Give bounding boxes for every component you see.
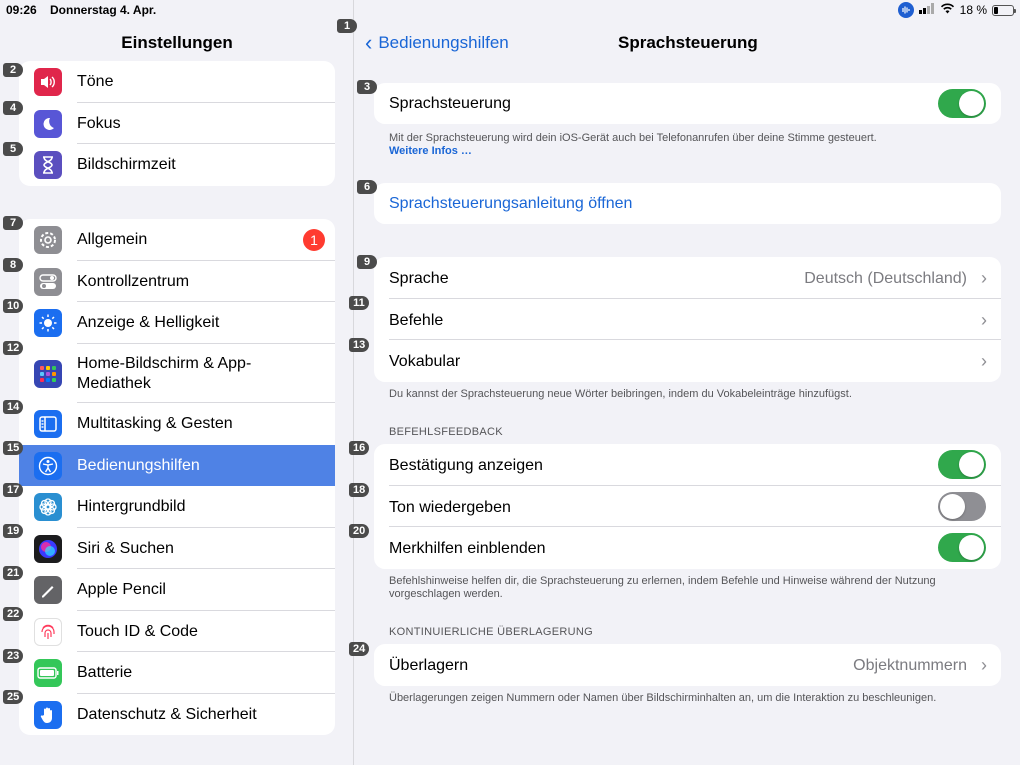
toggle-knob bbox=[959, 91, 984, 116]
chevron-right-icon: › bbox=[981, 655, 987, 675]
item-number-marker: 10 bbox=[3, 299, 23, 313]
item-number-marker: 9 bbox=[357, 255, 377, 269]
overlay-row[interactable] bbox=[374, 644, 1001, 686]
accessibility-icon bbox=[34, 452, 62, 480]
item-number-marker: 23 bbox=[3, 649, 23, 663]
sidebar-group-1 bbox=[19, 61, 335, 186]
chevron-right-icon: › bbox=[981, 351, 987, 371]
sidebar-item-label: Multitasking & Gesten bbox=[77, 415, 233, 432]
item-number-marker: 1 bbox=[337, 19, 357, 33]
battery-icon bbox=[34, 659, 62, 687]
feedback-card bbox=[374, 444, 1001, 569]
grid-icon bbox=[34, 360, 62, 388]
sidebar-item-label: Töne bbox=[77, 73, 114, 90]
item-number-marker: 18 bbox=[349, 483, 369, 497]
sidebar-item-label: Kontrollzentrum bbox=[77, 272, 190, 290]
item-number-marker: 5 bbox=[3, 142, 23, 156]
section-header-feedback: BEFEHLSFEEDBACK bbox=[389, 426, 503, 438]
sidebar-item-datenschutz[interactable] bbox=[19, 694, 335, 735]
flower-icon bbox=[34, 493, 62, 521]
sidebar-title: Einstellungen bbox=[121, 33, 233, 52]
sidebar-item-label: Siri & Suchen bbox=[77, 539, 174, 557]
item-number-marker: 15 bbox=[3, 441, 23, 455]
item-number-marker: 21 bbox=[3, 566, 23, 580]
sidebar-item-hintergrundbild[interactable] bbox=[19, 486, 335, 528]
sun-icon bbox=[34, 309, 62, 337]
item-number-marker: 17 bbox=[3, 483, 23, 497]
open-guide-link[interactable]: Sprachsteuerungsanleitung öffnen bbox=[389, 195, 633, 212]
battery-percentage: 18 % bbox=[959, 3, 987, 17]
toggle-knob bbox=[940, 494, 965, 519]
voice-control-label: Sprachsteuerung bbox=[389, 95, 511, 112]
chevron-right-icon: › bbox=[981, 310, 987, 330]
item-number-marker: 12 bbox=[3, 341, 23, 355]
hourglass-icon bbox=[34, 151, 62, 179]
page-title: Sprachsteuerung bbox=[618, 33, 758, 52]
back-button-label: Bedienungshilfen bbox=[378, 33, 509, 52]
sidebar-item-touch-id[interactable] bbox=[19, 611, 335, 652]
status-indicators bbox=[898, 2, 1014, 18]
sidebar-item-label: Datenschutz & Sicherheit bbox=[77, 705, 257, 723]
item-number-marker: 14 bbox=[3, 400, 23, 414]
guide-row[interactable] bbox=[374, 183, 1001, 224]
sidebar-item-label: Anzeige & Helligkeit bbox=[77, 314, 220, 331]
language-card bbox=[374, 257, 1001, 382]
back-button[interactable] bbox=[365, 30, 509, 55]
status-time: 09:26 bbox=[6, 3, 37, 17]
notification-badge: 1 bbox=[303, 229, 325, 251]
language-row[interactable] bbox=[374, 257, 1001, 299]
wifi-icon bbox=[940, 3, 955, 17]
sidebar-item-apple-pencil[interactable] bbox=[19, 569, 335, 611]
status-date: Donnerstag 4. Apr. bbox=[50, 3, 157, 17]
sidebar-item-label: Batterie bbox=[77, 664, 133, 681]
sidebar-item-siri[interactable] bbox=[19, 528, 335, 569]
item-number-marker: 22 bbox=[3, 607, 23, 621]
overlay-value: Objektnummern bbox=[853, 657, 967, 674]
hints-footnote: Befehlshinweise helfen dir, die Sprachsteuerung zu erlernen, indem Befehle und Hinweise während der Nutzung vorgeschlagen werden. bbox=[389, 575, 936, 600]
item-number-marker: 20 bbox=[349, 524, 369, 538]
language-label: Sprache bbox=[389, 270, 449, 287]
hints-label: Merkhilfen einblenden bbox=[389, 540, 546, 557]
item-number-marker: 16 bbox=[349, 441, 369, 455]
moon-icon bbox=[34, 110, 62, 138]
sidebar-item-allgemein[interactable] bbox=[19, 219, 335, 261]
voice-control-description: Mit der Sprachsteuerung wird dein iOS-Gerät auch bei Telefonanrufen über deine Stimme gesteuert. bbox=[389, 132, 877, 144]
multitask-icon bbox=[34, 410, 62, 438]
sidebar-item-fokus[interactable] bbox=[19, 103, 335, 144]
battery-status-icon bbox=[992, 5, 1014, 16]
sidebar-item-label: Bildschirmzeit bbox=[77, 156, 176, 173]
vocabulary-footnote: Du kannst der Sprachsteuerung neue Wörter beibringen, indem du Vokabeleinträge hinzufügst. bbox=[389, 388, 852, 400]
overlay-footnote: Überlagerungen zeigen Nummern oder Namen über Bildschirminhalten an, um die Interaktion zu beschleunigen. bbox=[389, 692, 937, 704]
vocabulary-label: Vokabular bbox=[389, 353, 461, 370]
detail-pane bbox=[355, 0, 1020, 765]
more-info-link[interactable]: Weitere Infos … bbox=[389, 145, 472, 157]
chevron-right-icon: › bbox=[981, 268, 987, 288]
sidebar-item-multitasking[interactable] bbox=[19, 403, 335, 445]
voice-control-card bbox=[374, 83, 1001, 124]
overlay-label: Überlagern bbox=[389, 657, 469, 674]
sidebar-item-label: Bedienungshilfen bbox=[77, 456, 200, 474]
sidebar-item-label: Hintergrundbild bbox=[77, 498, 186, 515]
voice-control-row bbox=[374, 83, 1001, 124]
switches-icon bbox=[34, 268, 62, 296]
language-value: Deutsch (Deutschland) bbox=[804, 270, 967, 287]
item-number-marker: 19 bbox=[3, 524, 23, 538]
voice-control-footnote bbox=[389, 132, 989, 158]
sidebar-item-label: Allgemein bbox=[77, 231, 148, 248]
item-number-marker: 8 bbox=[3, 258, 23, 272]
cellular-signal-icon bbox=[919, 3, 935, 17]
sidebar bbox=[0, 0, 354, 765]
voice-control-toggle[interactable] bbox=[938, 89, 986, 118]
siri-icon bbox=[34, 535, 62, 563]
sidebar-item-batterie[interactable] bbox=[19, 652, 335, 694]
commands-label: Befehle bbox=[389, 312, 444, 329]
item-number-marker: 3 bbox=[357, 80, 377, 94]
confirm-label: Bestätigung anzeigen bbox=[389, 457, 543, 474]
section-header-overlay: KONTINUIERLICHE ÜBERLAGERUNG bbox=[389, 626, 593, 638]
commands-row[interactable] bbox=[374, 299, 1001, 340]
sidebar-item-label: Apple Pencil bbox=[77, 581, 166, 598]
sidebar-item-bedienungshilfen[interactable] bbox=[19, 445, 335, 486]
overlay-card bbox=[374, 644, 1001, 686]
sidebar-item-anzeige[interactable] bbox=[19, 302, 335, 344]
chevron-left-icon: ‹ bbox=[365, 30, 373, 55]
speaker-icon bbox=[34, 68, 62, 96]
item-number-marker: 2 bbox=[3, 63, 23, 77]
status-bar bbox=[0, 0, 1020, 20]
hints-row bbox=[374, 527, 1001, 569]
sidebar-item-home-bildschirm[interactable] bbox=[19, 344, 335, 403]
hints-toggle[interactable] bbox=[938, 533, 986, 562]
item-number-marker: 24 bbox=[349, 642, 369, 656]
guide-card bbox=[374, 183, 1001, 224]
item-number-marker: 4 bbox=[3, 101, 23, 115]
gear-icon bbox=[34, 226, 62, 254]
fingerprint-icon bbox=[34, 618, 62, 646]
item-number-marker: 13 bbox=[349, 338, 369, 352]
hand-icon bbox=[34, 701, 62, 729]
voice-control-indicator-icon bbox=[898, 2, 914, 18]
item-number-marker: 6 bbox=[357, 180, 377, 194]
sidebar-item-label: Fokus bbox=[77, 114, 121, 132]
toggle-knob bbox=[959, 452, 984, 477]
confirm-toggle[interactable] bbox=[938, 450, 986, 479]
sidebar-item-label: Home-Bildschirm & App-Mediathek bbox=[77, 354, 252, 392]
sidebar-item-toene[interactable] bbox=[19, 61, 335, 103]
vocabulary-row[interactable] bbox=[374, 340, 1001, 382]
sidebar-item-bildschirmzeit[interactable] bbox=[19, 144, 335, 186]
toggle-knob bbox=[959, 535, 984, 560]
item-number-marker: 25 bbox=[3, 690, 23, 704]
sidebar-item-label: Touch ID & Code bbox=[77, 622, 198, 640]
pencil-icon bbox=[34, 576, 62, 604]
confirm-row bbox=[374, 444, 1001, 486]
item-number-marker: 7 bbox=[3, 216, 23, 230]
item-number-marker: 11 bbox=[349, 296, 369, 310]
sound-label: Ton wiedergeben bbox=[389, 499, 511, 516]
sound-row bbox=[374, 486, 1001, 527]
sidebar-group-2 bbox=[19, 219, 335, 735]
sound-toggle[interactable] bbox=[938, 492, 986, 521]
sidebar-item-kontrollzentrum[interactable] bbox=[19, 261, 335, 302]
